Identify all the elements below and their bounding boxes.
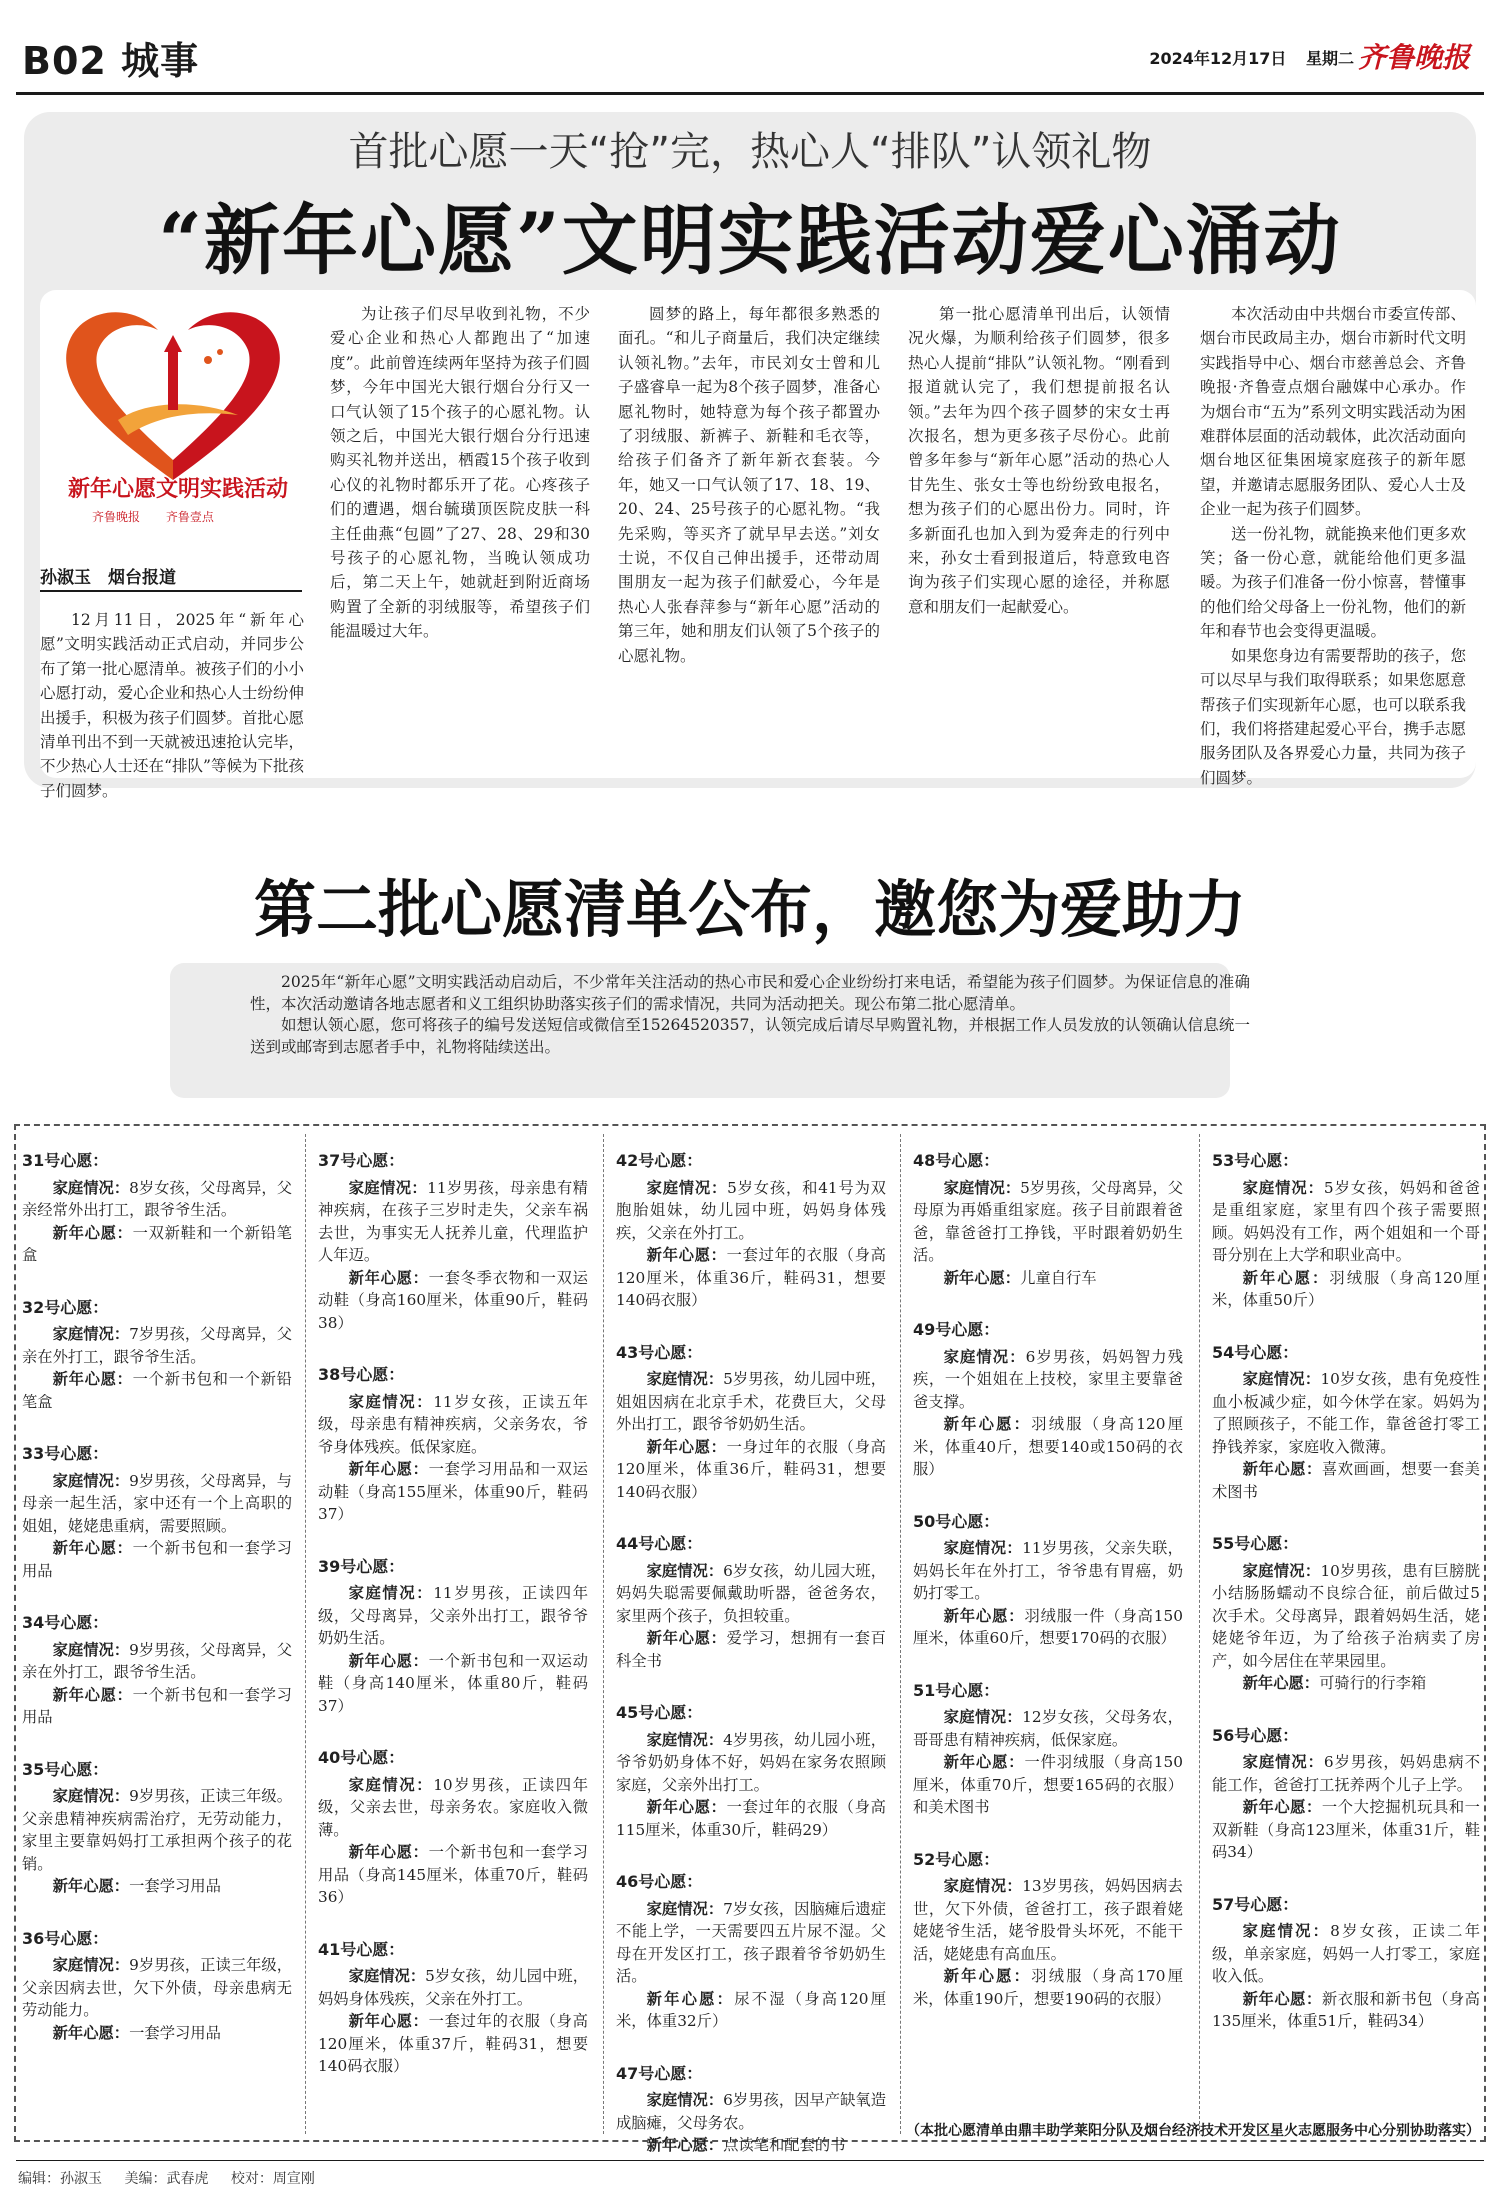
wish-item: [913, 1511, 1183, 1650]
wish-text: 一个新书包和一双运动鞋（身高140厘米，体重80斤，鞋码37）: [318, 1651, 588, 1715]
wish-number: 51号心愿：: [913, 1680, 1000, 1700]
family-label: 家庭情况：: [52, 1640, 130, 1659]
column-divider: [305, 1134, 306, 2134]
family-label: 家庭情况：: [348, 1967, 426, 1985]
campaign-logo-caption: 新年心愿文明实践活动: [67, 477, 288, 502]
issue-date-line: [1149, 46, 1354, 69]
page-code: B02 城事: [22, 39, 200, 83]
family-text: 6岁女孩，幼儿园大班，妈妈失聪需要佩戴助听器，爸爸务农，家里两个孩子，负担较重。: [616, 1561, 886, 1625]
credits-footer: [18, 2168, 333, 2188]
wish-number: 40号心愿：: [318, 1748, 405, 1767]
wish-number: 34号心愿：: [22, 1613, 109, 1632]
wish-text: 一套学习用品和一双运动鞋（身高155厘米，体重90斤，鞋码37）: [318, 1460, 588, 1523]
sponsor-app: 齐鲁壹点: [165, 510, 214, 524]
family-text: 5岁女孩，妈妈和爸爸是重组家庭，家里有四个孩子需要照顾。妈妈没有工作，两个姐姐和一个哥哥分别在上大学和职业高中。: [1212, 1178, 1480, 1264]
wish-label: 新年心愿：: [348, 1651, 429, 1670]
wish-item: [318, 1364, 588, 1526]
family-situation: [1212, 1560, 1480, 1673]
lead-kicker: 首批心愿一天“抢”完，热心人“排队”认领礼物: [348, 129, 1152, 175]
wish-text: 一套学习用品: [129, 2023, 221, 2042]
wish-item: [1212, 1342, 1480, 1504]
wish-text: 羽绒服（身高120厘米，体重40斤，想要140或150码的衣服）: [913, 1415, 1183, 1478]
wish-number: 48号心愿：: [913, 1151, 1000, 1170]
new-year-wish: [616, 1244, 886, 1312]
wish-label: 新年心愿：: [646, 1629, 727, 1647]
wish-number: 50号心愿：: [913, 1511, 1000, 1531]
family-text: 11岁男孩，父亲失联，妈妈长年在外打工，爷爷患有胃癌，奶奶打零工。: [913, 1539, 1183, 1602]
masthead: [16, 22, 1484, 82]
family-text: 10岁男孩，患有巨膀胱小结肠肠蠕动不良综合征，前后做过5次手术。父母离异，跟着妈妈生活，姥姥姥爷年迈，为了给孩子治病卖了房产，如今居住在苹果园里。: [1212, 1561, 1480, 1670]
wish-column-3: [616, 1150, 886, 2187]
new-year-wish: [22, 1222, 292, 1267]
wish-item: [616, 1342, 886, 1504]
wish-number: 54号心愿：: [1212, 1342, 1299, 1362]
family-situation: [1212, 1920, 1480, 1988]
wish-item: [22, 1928, 292, 2045]
lead-paragraph: 第一批心愿清单刊出后，认领情况火爆，为顺利给孩子们圆梦，很多热心人提前“排队”认领礼物。“刚看到报道就认完了，我们想提前报名认领。”去年为四个孩子圆梦的宋女士再次报名，想为更多孩子尽份心。此前曾多年参与“新年心愿”活动的热心人甘先生、张女士等也纷纷致电报名，想为孩子们的心愿出份力。同时，许多新面孔也加入到为爱奔走的行列中来，孙女士看到报道后，特意致电咨询为孩子们实现心愿的途径，并称愿意和朋友们一起献爱心。: [908, 305, 1170, 616]
family-label: 家庭情况：: [1242, 1753, 1324, 1771]
family-label: 家庭情况：: [646, 1899, 724, 1918]
new-year-wish: [616, 1796, 886, 1841]
family-text: 9岁男孩，父母离异，父亲在外打工，跟爷爷生活。: [22, 1640, 292, 1681]
family-label: 家庭情况：: [646, 1730, 724, 1749]
family-situation: [22, 1785, 292, 1875]
wish-text: 一套冬季衣物和一双运动鞋（身高160厘米，体重90斤，鞋码38）: [318, 1268, 588, 1332]
issue-date: 2024年12月17日: [1149, 49, 1287, 68]
new-year-wish: [913, 1605, 1183, 1650]
wish-column-4: [913, 1150, 1183, 2040]
new-year-wish: [318, 1267, 588, 1335]
wish-number: 33号心愿：: [22, 1444, 109, 1463]
family-text: 6岁男孩，妈妈智力残疾，一个姐姐在上技校，家里主要靠爸爸支撑。: [913, 1347, 1183, 1411]
sponsor-paper: 齐鲁晚报: [92, 510, 141, 524]
wish-number: 41号心愿：: [318, 1939, 405, 1959]
lead-column-5: [1200, 302, 1466, 790]
wish-text: 儿童自行车: [1020, 1268, 1097, 1287]
wish-item: [913, 1680, 1183, 1819]
wish-label: 新年心愿：: [348, 2012, 429, 2030]
new-year-wish: [22, 1368, 292, 1413]
wish-label: 新年心愿：: [646, 1246, 727, 1264]
wish-number: 44号心愿：: [616, 1534, 703, 1553]
wish-text: 尿不湿（身高120厘米，体重32斤）: [616, 1989, 886, 2030]
wish-label: 新年心愿：: [348, 1460, 429, 1478]
family-situation: [22, 1177, 292, 1222]
family-text: 9岁男孩，父母离异，与母亲一起生活，家中还有一个上高职的姐姐，姥姥患重病，需要照顾。: [22, 1471, 292, 1535]
wish-number: 43号心愿：: [616, 1342, 703, 1362]
lead-column-3: [618, 302, 880, 668]
wish-text: 羽绒服（身高120厘米，体重50斤）: [1212, 1268, 1480, 1309]
family-situation: [22, 1323, 292, 1368]
wish-text: 一套过年的衣服（身高115厘米，体重30斤，鞋码29）: [616, 1798, 886, 1839]
wish-text: 一套学习用品: [129, 1877, 221, 1895]
new-year-wish: [913, 1267, 1183, 1290]
column-divider: [603, 1134, 604, 2134]
family-text: 7岁男孩，父母离异，父亲在外打工，跟爷爷生活。: [22, 1325, 292, 1366]
wish-label: 新年心愿：: [52, 1539, 133, 1557]
campaign-logo-sponsors: [92, 508, 292, 525]
wish-item: [318, 1939, 588, 2078]
family-text: 5岁男孩，父母离异，父母原为再婚重组家庭。孩子目前跟着爸爸，靠爸爸打工挣钱，平时跟着奶奶生活。: [913, 1178, 1183, 1264]
family-label: 家庭情况：: [348, 1775, 434, 1794]
family-situation: [616, 1177, 886, 1245]
wish-item: [913, 1319, 1183, 1481]
intro-paragraph: 2025年“新年心愿”文明实践活动启动后，不少常年关注活动的热心市民和爱心企业纷纷打来电话，希望能为孩子们圆梦。为保证信息的准确性，本次活动邀请各地志愿者和义工组织协助落实孩子们的需求情况，共同为活动把关。现公布第二批心愿清单。: [250, 973, 1250, 1013]
wish-number: 38号心愿：: [318, 1365, 405, 1384]
wish-item: [616, 1150, 886, 1312]
family-situation: [318, 1391, 588, 1459]
wish-number: 53号心愿：: [1212, 1151, 1299, 1170]
lead-column-2: [330, 302, 590, 644]
wish-number: 39号心愿：: [318, 1556, 405, 1576]
wish-number: 55号心愿：: [1212, 1534, 1299, 1553]
wish-item: [1212, 1894, 1480, 2033]
family-label: 家庭情况：: [52, 1787, 130, 1805]
lead-paragraph: 送一份礼物，就能换来他们更多欢笑；备一份心意，就能给他们更多温暖。为孩子们准备一份小惊喜，替懂事的他们给父母备上一份礼物，他们的新年和春节也会变得更温暖。: [1200, 524, 1466, 641]
wish-item: [1212, 1533, 1480, 1695]
lead-paragraph: 如果您身边有需要帮助的孩子，您可以尽早与我们取得联系；如果您愿意帮孩子们实现新年心愿，也可以联系我们，我们将搭建起爱心平台，携手志愿服务团队及各界爱心力量，共同为孩子们圆梦。: [1200, 646, 1466, 787]
family-label: 家庭情况：: [943, 1539, 1023, 1557]
wish-item: [22, 1759, 292, 1898]
new-year-wish: [1212, 1672, 1480, 1695]
family-text: 12岁女孩，父母务农，哥哥患有精神疾病，低保家庭。: [913, 1708, 1183, 1749]
wish-label: 新年心愿：: [1242, 1989, 1322, 2008]
lead-paragraph: 12月11日，2025年“新年心愿”文明实践活动正式启动，并同步公布了第一批心愿清单。被孩子们的小小心愿打动，爱心企业和热心人士纷纷伸出援手，积极为孩子们圆梦。首批心愿清单刊出不到一天就被迅速抢认完毕，不少热心人士还在“排队”等候为下批孩子们圆梦。: [40, 611, 304, 800]
family-text: 5岁男孩，幼儿园中班，姐姐因病在北京手术，花费巨大，父母外出打工，跟爷爷奶奶生活。: [616, 1370, 886, 1433]
wish-label: 新年心愿：: [1242, 1674, 1320, 1692]
new-year-wish: [1212, 1988, 1480, 2033]
wish-item: [616, 1871, 886, 2033]
credit-editor: 编辑：孙淑玉: [18, 2171, 102, 2187]
wish-label: 新年心愿：: [52, 1685, 133, 1704]
wish-list-note: （本批心愿清单由鼎丰助学莱阳分队及烟台经济技术开发区星火志愿服务中心分别协助落实）: [906, 2123, 1480, 2139]
wish-item: [318, 1747, 588, 1909]
lead-headline: “新年心愿”文明实践活动爱心涌动: [158, 196, 1342, 285]
family-label: 家庭情况：: [943, 1877, 1023, 1895]
family-text: 10岁男孩，正读四年级，父亲去世，母亲务农。家庭收入微薄。: [318, 1775, 588, 1839]
issue-weekday: 星期二: [1305, 49, 1354, 68]
wish-item: [22, 1612, 292, 1729]
wish-label: 新年心愿：: [646, 1989, 735, 2008]
wish-number: 42号心愿：: [616, 1151, 703, 1170]
new-year-wish: [318, 1458, 588, 1526]
wish-number: 57号心愿：: [1212, 1894, 1299, 1914]
column-divider: [1199, 1134, 1200, 2134]
wish-number: 37号心愿：: [318, 1151, 405, 1170]
family-label: 家庭情况：: [348, 1178, 428, 1197]
wish-number: 56号心愿：: [1212, 1725, 1299, 1745]
wish-item: [318, 1556, 588, 1718]
family-situation: [318, 1965, 588, 2010]
new-year-wish: [616, 1627, 886, 1672]
family-situation: [22, 1639, 292, 1684]
family-label: 家庭情况：: [52, 1325, 130, 1343]
family-situation: [1212, 1177, 1480, 1267]
wish-label: 新年心愿：: [943, 1268, 1021, 1287]
family-situation: [318, 1582, 588, 1650]
family-label: 家庭情况：: [646, 2091, 724, 2109]
family-label: 家庭情况：: [348, 1584, 434, 1602]
family-situation: [913, 1346, 1183, 1414]
family-text: 9岁男孩，正读三年级，父亲因病去世，欠下外债，母亲患病无劳动能力。: [22, 1956, 292, 2019]
family-situation: [616, 1898, 886, 1988]
family-text: 13岁男孩，妈妈因病去世，欠下外债，爸爸打工，孩子跟着姥姥姥爷生活，姥爷股骨头坏死，不能干活，姥姥患有高血压。: [913, 1877, 1183, 1963]
intro-text: [250, 972, 1250, 1058]
new-year-wish: [318, 1650, 588, 1718]
family-label: 家庭情况：: [348, 1392, 434, 1411]
new-year-wish: [318, 2010, 588, 2078]
new-year-wish: [616, 1436, 886, 1504]
wish-item: [913, 1849, 1183, 2011]
wish-label: 新年心愿：: [348, 1268, 429, 1287]
lead-column-4: [908, 302, 1170, 619]
lead-paragraph: 圆梦的路上，每年都很多熟悉的面孔。“和儿子商量后，我们决定继续认领礼物。”去年，市民刘女士曾和儿子盛睿阜一起为8个孩子圆梦，准备心愿礼物时，她特意为每个孩子都置办了羽绒服、新裤子、新鞋和毛衣等，给孩子们备齐了新年新衣套装。今年，她又一口气认领了17、18、19、20、24、25号孩子的心愿礼物。“我先采购，等买齐了就早早去送。”刘女士说，不仅自己伸出援手，还带动周围朋友一起为孩子们献爱心，今年是热心人张春萍参与“新年心愿”活动的第三年，她和朋友们认领了5个孩子的心愿礼物。: [618, 305, 880, 665]
family-text: 7岁女孩，因脑瘫后遗症不能上学，一天需要四五片尿不湿。父母在开发区打工，孩子跟着爷爷奶奶生活。: [616, 1899, 886, 1985]
wish-item: [22, 1297, 292, 1414]
byline: 孙淑玉 烟台报道: [40, 568, 176, 588]
wish-label: 新年心愿：: [52, 2023, 130, 2042]
wish-label: 新年心愿：: [1242, 1798, 1322, 1816]
family-label: 家庭情况：: [1242, 1922, 1331, 1940]
wish-text: 喜欢画画，想要一套美术图书: [1212, 1460, 1480, 1501]
wish-text: 一个新书包和一个新铅笔盒: [22, 1370, 292, 1411]
family-situation: [318, 1774, 588, 1842]
family-label: 家庭情况：: [1242, 1370, 1321, 1388]
wish-text: 一个大挖掘机玩具和一双新鞋（身高123厘米，体重31斤，鞋码34）: [1212, 1798, 1480, 1861]
wish-text: 一个新书包和一套学习用品: [22, 1685, 292, 1726]
wish-label: 新年心愿：: [1242, 1268, 1330, 1287]
family-label: 家庭情况：: [1242, 1561, 1321, 1580]
lead-paragraph: 本次活动由中共烟台市委宣传部、烟台市民政局主办，烟台市新时代文明实践指导中心、烟台市慈善总会、齐鲁晚报·齐鲁壹点烟台融媒中心承办。作为烟台市“五为”系列文明实践活动为困难群体层面的活动载体，此次活动面向烟台地区征集困境家庭孩子的新年愿望，并邀请志愿服务团队、爱心人士及企业一起为孩子们圆梦。: [1200, 305, 1466, 519]
new-year-wish: [913, 1751, 1183, 1819]
wish-text: 可骑行的行李箱: [1319, 1674, 1427, 1692]
family-situation: [1212, 1751, 1480, 1796]
family-text: 8岁女孩，正读二年级，单亲家庭，妈妈一人打零工，家庭收入低。: [1212, 1922, 1480, 1985]
section2-title: 第二批心愿清单公布，邀您为爱助力: [253, 873, 1246, 946]
wish-label: 新年心愿：: [943, 1967, 1032, 1985]
wish-text: 一身过年的衣服（身高120厘米，体重36斤，鞋码31，想要140码衣服）: [616, 1437, 886, 1501]
family-situation: [913, 1875, 1183, 1965]
header-rule: [16, 92, 1484, 95]
new-year-wish: [616, 1988, 886, 2033]
wish-label: 新年心愿：: [646, 2136, 724, 2154]
family-text: 4岁男孩，幼儿园小班，爷爷奶奶身体不好，妈妈在家务农照顾家庭，父亲外出打工。: [616, 1730, 886, 1794]
family-text: 10岁女孩，患有免疫性血小板减少症，如今休学在家。妈妈为了照顾孩子，不能工作，靠爸爸打零工挣钱养家，家庭收入微薄。: [1212, 1370, 1480, 1456]
wish-text: 羽绒服（身高170厘米，体重190斤，想要190码的衣服）: [913, 1967, 1183, 2008]
wish-item: [616, 2063, 886, 2157]
family-situation: [913, 1177, 1183, 1267]
wish-column-2: [318, 1150, 588, 2108]
new-year-wish: [1212, 1458, 1480, 1503]
new-year-wish: [913, 1413, 1183, 1481]
wish-number: 36号心愿：: [22, 1928, 109, 1948]
wish-number: 47号心愿：: [616, 2063, 703, 2083]
wish-label: 新年心愿：: [646, 1798, 727, 1816]
wish-label: 新年心愿：: [943, 1415, 1032, 1433]
family-situation: [616, 1368, 886, 1436]
wish-text: 一套过年的衣服（身高120厘米，体重37斤，鞋码31，想要140码衣服）: [318, 2012, 588, 2075]
family-situation: [616, 1560, 886, 1628]
wish-text: 一个新书包和一套学习用品（身高145厘米，体重70斤，鞋码36）: [318, 1843, 588, 1906]
family-text: 9岁男孩，正读三年级。父亲患精神疾病需治疗，无劳动能力，家里主要靠妈妈打工承担两个孩子的花销。: [22, 1787, 292, 1873]
family-label: 家庭情况：: [1242, 1178, 1324, 1197]
wish-number: 52号心愿：: [913, 1849, 1000, 1869]
wish-item: [22, 1150, 292, 1267]
wish-item: [616, 1533, 886, 1672]
wish-item: [913, 1150, 1183, 1289]
wish-item: [22, 1443, 292, 1582]
family-situation: [913, 1706, 1183, 1751]
wish-number: 45号心愿：: [616, 1703, 703, 1722]
family-label: 家庭情况：: [646, 1370, 724, 1388]
family-text: 11岁男孩，正读四年级，父母离异，父亲外出打工，跟爷爷奶奶生活。: [318, 1584, 588, 1647]
credit-proofreader: 校对：周宣刚: [230, 2171, 315, 2187]
family-label: 家庭情况：: [943, 1708, 1023, 1726]
wish-text: 爱学习，想拥有一套百科全书: [616, 1629, 886, 1670]
family-text: 11岁女孩，正读五年级，母亲患有精神疾病，父亲务农，爷爷身体残疾。低保家庭。: [318, 1392, 588, 1456]
family-situation: [913, 1537, 1183, 1605]
intro-paragraph: 如想认领心愿，您可将孩子的编号发送短信或微信至15264520357，认领完成后请尽早购置礼物，并根据工作人员发放的认领确认信息统一送到或邮寄到志愿者手中，礼物将陆续送出。: [250, 1016, 1250, 1056]
family-label: 家庭情况：: [52, 1956, 130, 1974]
wish-item: [1212, 1725, 1480, 1864]
family-situation: [1212, 1368, 1480, 1458]
lead-column-1: [40, 608, 304, 803]
wish-text: 一双新鞋和一个新铅笔盒: [22, 1223, 292, 1264]
family-situation: [22, 1954, 292, 2022]
wish-label: 新年心愿：: [52, 1370, 133, 1388]
wish-label: 新年心愿：: [348, 1843, 429, 1861]
lead-paragraph: 为让孩子们尽早收到礼物，不少爱心企业和热心人都跑出了“加速度”。此前曾连续两年坚持为孩子们圆梦，今年中国光大银行烟台分行又一口气认领了15个孩子的心愿礼物。认领之后，中国光大银行烟台分行迅速购买礼物并送出，栖霞15个孩子收到心仪的礼物时都乐开了花。心疼孩子们的遭遇，烟台毓璜顶医院皮肤一科主任曲燕“包圆”了27、28、29和30号孩子的心愿礼物，当晚认领成功后，第二天上午，她就赶到附近商场购置了全新的羽绒服等，希望孩子们能温暖过大年。: [330, 305, 590, 641]
wish-text: 羽绒服一件（身高150厘米，体重60斤，想要170码的衣服）: [913, 1606, 1183, 1647]
family-situation: [616, 1729, 886, 1797]
family-situation: [318, 1177, 588, 1267]
family-label: 家庭情况：: [943, 1347, 1026, 1366]
wish-text: 一套过年的衣服（身高120厘米，体重36斤，鞋码31，想要140码衣服）: [616, 1246, 886, 1309]
family-situation: [22, 1470, 292, 1538]
new-year-wish: [22, 1684, 292, 1729]
wish-number: 32号心愿：: [22, 1297, 109, 1317]
new-year-wish: [22, 2022, 292, 2045]
family-text: 5岁女孩，和41号为双胞胎姐妹，幼儿园中班，妈妈身体残疾，父亲在外打工。: [616, 1178, 886, 1242]
footer-rule: [16, 2160, 1484, 2161]
new-year-wish: [1212, 1267, 1480, 1312]
family-label: 家庭情况：: [52, 1471, 130, 1490]
wish-item: [1212, 1150, 1480, 1312]
wish-number: 46号心愿：: [616, 1872, 703, 1891]
family-situation: [616, 2089, 886, 2134]
family-label: 家庭情况：: [52, 1178, 130, 1197]
wish-number: 31号心愿：: [22, 1151, 109, 1170]
family-text: 6岁男孩，因早产缺氧造成脑瘫，父母务农。: [616, 2091, 886, 2132]
new-year-wish: [913, 1965, 1183, 2010]
family-label: 家庭情况：: [646, 1561, 724, 1580]
credit-designer: 美编：武春虎: [124, 2171, 209, 2187]
wish-text: 新衣服和新书包（身高135厘米，体重51斤，鞋码34）: [1212, 1989, 1480, 2030]
wish-label: 新年心愿：: [1242, 1460, 1322, 1478]
new-year-wish: [318, 1841, 588, 1909]
family-text: 8岁女孩，父母离异，父亲经常外出打工，跟爷爷生活。: [22, 1178, 292, 1219]
family-label: 家庭情况：: [646, 1178, 728, 1197]
wish-item: [318, 1150, 588, 1334]
wish-number: 35号心愿：: [22, 1759, 109, 1779]
paper-logo: 齐鲁晚报: [1357, 41, 1470, 74]
wish-number: 49号心愿：: [913, 1320, 1000, 1339]
wish-label: 新年心愿：: [646, 1437, 727, 1456]
wish-text: 一个新书包和一套学习用品: [22, 1539, 292, 1580]
family-text: 6岁男孩，妈妈患病不能工作，爸爸打工抚养两个儿子上学。: [1212, 1753, 1480, 1794]
wish-column-5: [1212, 1150, 1480, 2063]
wish-text: 点读笔和配套的书: [723, 2136, 846, 2154]
family-text: 5岁女孩，幼儿园中班，妈妈身体残疾，父亲在外打工。: [318, 1967, 588, 2008]
new-year-wish: [616, 2134, 886, 2157]
wish-label: 新年心愿：: [943, 1606, 1025, 1625]
wish-text: 一件羽绒服（身高150厘米，体重70斤，想要165码的衣服）和美术图书: [913, 1753, 1183, 1816]
wish-label: 新年心愿：: [52, 1223, 133, 1242]
wish-label: 新年心愿：: [52, 1877, 130, 1895]
family-label: 家庭情况：: [943, 1178, 1021, 1197]
wish-item: [616, 1702, 886, 1841]
column-divider: [900, 1134, 901, 2134]
new-year-wish: [22, 1875, 292, 1898]
wish-label: 新年心愿：: [943, 1753, 1025, 1771]
family-text: 11岁男孩，母亲患有精神疾病，在孩子三岁时走失，父亲车祸去世，为事实无人抚养儿童，代理监护人年迈。: [318, 1178, 588, 1264]
new-year-wish: [22, 1537, 292, 1582]
byline-rule: [40, 590, 302, 592]
new-year-wish: [1212, 1796, 1480, 1864]
wish-column-1: [22, 1150, 292, 2074]
